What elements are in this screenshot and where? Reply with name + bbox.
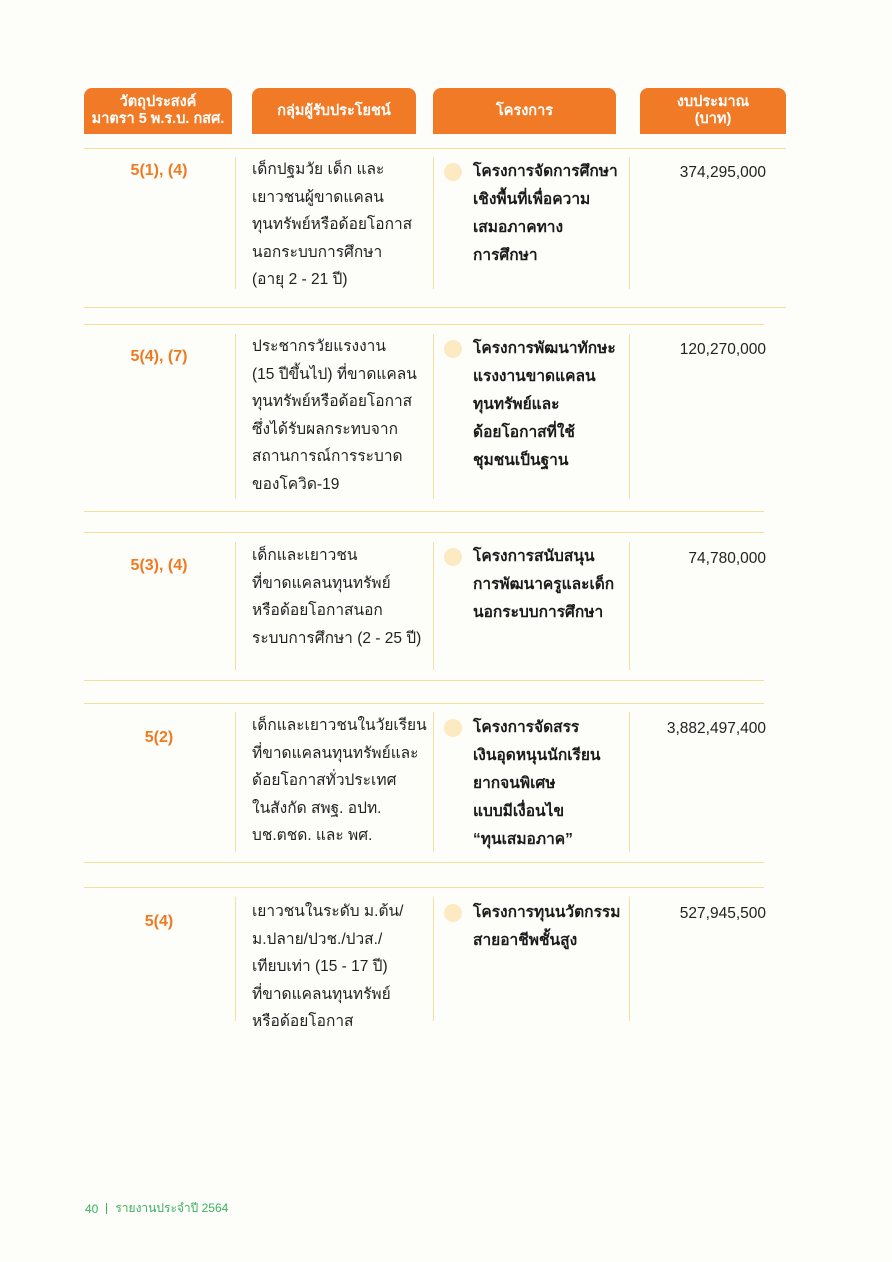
column-divider: [235, 334, 236, 499]
report-title: รายงานประจำปี 2564: [115, 1201, 229, 1215]
project-line: โครงการจัดการศึกษา: [473, 163, 618, 180]
target-line: ในสังกัด สพฐ. อปท.: [252, 799, 382, 817]
header-budget: [640, 88, 786, 134]
project-line: เงินอุดหนุนนักเรียน: [473, 747, 601, 764]
project-title: [473, 335, 633, 475]
row-divider: [84, 862, 764, 863]
project-line: ยากจนพิเศษ: [473, 775, 556, 792]
target-line: (อายุ 2 - 21 ปี): [252, 271, 348, 288]
row-divider: [84, 703, 764, 704]
target-line: หรือด้อยโอกาส: [252, 1013, 354, 1030]
project-line: นอกระบบการศึกษา: [473, 604, 604, 621]
target-line: เยาวชนในระดับ ม.ต้น/: [252, 903, 404, 920]
target-line: สถานการณ์การระบาด: [252, 448, 403, 465]
row-budget: 527,945,500: [679, 905, 766, 922]
column-divider: [235, 157, 236, 289]
target-line: เด็กและเยาวชน: [252, 547, 358, 564]
project-title: [473, 899, 633, 955]
target-line: บช.ตชด. และ พศ.: [252, 827, 373, 844]
target-line: (15 ปีขึ้นไป) ที่ขาดแคลน: [252, 365, 417, 383]
column-divider: [433, 712, 434, 852]
target-line: เด็กปฐมวัย เด็ก และ: [252, 161, 385, 178]
row-divider: [84, 307, 786, 308]
project-line: ชุมชนเป็นฐาน: [473, 452, 569, 469]
target-line: ประชากรวัยแรงงาน: [252, 338, 386, 355]
row-target-group: [252, 333, 432, 498]
row-divider: [84, 148, 786, 149]
row-target-group: [252, 156, 432, 294]
target-line: หรือด้อยโอกาสนอก: [252, 602, 383, 619]
column-divider: [235, 542, 236, 670]
project-line: “ทุนเสมอภาค”: [473, 831, 573, 848]
project-line: แบบมีเงื่อนไข: [473, 803, 565, 820]
target-line: ของโควิด-19: [252, 475, 340, 493]
column-divider: [433, 897, 434, 1021]
target-line: ที่ขาดแคลนทุนทรัพย์: [252, 985, 391, 1003]
project-line: เสมอภาคทาง: [473, 219, 564, 236]
target-line: ด้อยโอกาสทั่วประเทศ: [252, 772, 397, 789]
header-project: [433, 88, 616, 134]
footer-separator: [106, 1203, 107, 1214]
header-budget-line1: งบประมาณ: [676, 94, 750, 110]
project-line: โครงการจัดสรร: [473, 719, 580, 736]
target-line: ระบบการศึกษา (2 - 25 ปี): [252, 629, 422, 647]
row-budget: 374,295,000: [679, 164, 766, 181]
row-divider: [84, 887, 764, 888]
row-target-group: [252, 542, 432, 652]
page-number: 40: [85, 1201, 99, 1216]
target-line: ทุนทรัพย์หรือด้อยโอกาส: [252, 216, 413, 233]
row-budget: 120,270,000: [679, 341, 766, 358]
bullet-icon: [444, 340, 462, 358]
project-line: แรงงานขาดแคลน: [473, 368, 596, 385]
project-title: [473, 543, 633, 627]
target-line: ทุนทรัพย์หรือด้อยโอกาส: [252, 393, 413, 410]
row-objective: 5(3), (4): [130, 557, 188, 574]
row-objective: 5(4): [144, 913, 174, 930]
bullet-icon: [444, 719, 462, 737]
project-line: การศึกษา: [473, 247, 538, 264]
project-line: การพัฒนาครูและเด็ก: [473, 576, 615, 593]
column-divider: [433, 542, 434, 670]
project-line: ทุนทรัพย์และ: [473, 396, 560, 413]
target-line: เยาวชนผู้ขาดแคลน: [252, 188, 384, 206]
header-target-group-label: กลุ่มผู้รับประโยชน์: [277, 102, 391, 119]
header-objective: [84, 88, 232, 134]
header-objective-line1: วัตถุประสงค์: [119, 94, 197, 110]
row-objective: 5(4), (7): [130, 348, 188, 365]
target-line: ม.ปลาย/ปวช./ปวส./: [252, 930, 383, 948]
project-line: สายอาชีพชั้นสูง: [473, 932, 578, 949]
bullet-icon: [444, 548, 462, 566]
row-budget: 3,882,497,400: [666, 720, 766, 737]
row-target-group: [252, 712, 432, 850]
row-divider: [84, 324, 764, 325]
bullet-icon: [444, 163, 462, 181]
row-divider: [84, 511, 764, 512]
column-divider: [433, 334, 434, 499]
column-divider: [235, 897, 236, 1021]
project-title: [473, 158, 633, 270]
header-budget-line2: (บาท): [694, 111, 732, 127]
project-line: ด้อยโอกาสที่ใช้: [473, 424, 575, 441]
header-objective-line2: มาตรา 5 พ.ร.บ. กสศ.: [91, 111, 225, 127]
project-line: โครงการสนับสนุน: [473, 548, 595, 565]
row-divider: [84, 532, 764, 533]
page-footer: [85, 1199, 228, 1218]
row-budget: 74,780,000: [688, 550, 766, 567]
target-line: นอกระบบการศึกษา: [252, 243, 383, 261]
header-project-label: โครงการ: [495, 102, 554, 119]
target-line: ซึ่งได้รับผลกระทบจาก: [252, 420, 398, 438]
column-divider: [433, 157, 434, 289]
project-line: เชิงพื้นที่เพื่อความ: [473, 191, 591, 208]
row-objective: 5(1), (4): [130, 162, 188, 179]
row-objective: 5(2): [144, 729, 174, 746]
target-line: เด็กและเยาวชนในวัยเรียน: [252, 717, 427, 734]
target-line: ที่ขาดแคลนทุนทรัพย์และ: [252, 744, 419, 762]
target-line: เทียบเท่า (15 - 17 ปี): [252, 958, 388, 975]
row-divider: [84, 680, 764, 681]
project-line: โครงการทุนนวัตกรรม: [473, 904, 621, 921]
row-target-group: [252, 898, 432, 1036]
column-divider: [235, 712, 236, 852]
project-line: โครงการพัฒนาทักษะ: [473, 340, 616, 357]
bullet-icon: [444, 904, 462, 922]
target-line: ที่ขาดแคลนทุนทรัพย์: [252, 574, 391, 592]
header-target-group: [252, 88, 416, 134]
project-title: [473, 714, 633, 854]
